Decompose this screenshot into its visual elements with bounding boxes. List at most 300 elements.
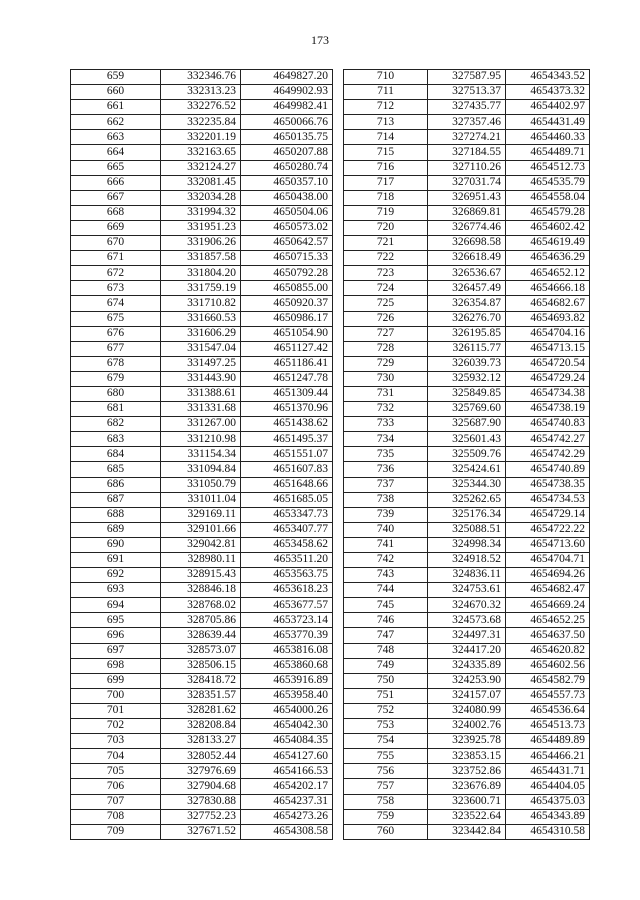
table-row	[344, 719, 590, 734]
point-number-cell: 677	[71, 341, 161, 356]
x-coordinate-cell: 327671.52	[161, 824, 241, 839]
point-number-cell: 663	[71, 130, 161, 145]
x-coordinate-cell: 332276.52	[161, 100, 241, 115]
point-number-cell: 744	[344, 583, 428, 598]
table-row	[71, 70, 333, 85]
y-coordinate-cell: 4654343.52	[506, 70, 590, 85]
point-number-cell: 671	[71, 251, 161, 266]
point-number-cell: 719	[344, 205, 428, 220]
table-row	[344, 658, 590, 673]
table-row	[344, 734, 590, 749]
table-row	[71, 417, 333, 432]
x-coordinate-cell: 325344.30	[428, 477, 506, 492]
y-coordinate-cell: 4654722.22	[506, 522, 590, 537]
point-number-cell: 676	[71, 326, 161, 341]
y-coordinate-cell: 4650715.33	[241, 251, 333, 266]
point-number-cell: 681	[71, 402, 161, 417]
x-coordinate-cell: 328915.43	[161, 568, 241, 583]
point-number-cell: 731	[344, 386, 428, 401]
table-row	[344, 643, 590, 658]
y-coordinate-cell: 4654620.82	[506, 643, 590, 658]
point-number-cell: 666	[71, 175, 161, 190]
point-number-cell: 755	[344, 749, 428, 764]
table-row	[71, 643, 333, 658]
point-number-cell: 669	[71, 220, 161, 235]
y-coordinate-cell: 4654637.50	[506, 628, 590, 643]
point-number-cell: 734	[344, 432, 428, 447]
x-coordinate-cell: 323676.89	[428, 779, 506, 794]
point-number-cell: 709	[71, 824, 161, 839]
x-coordinate-cell: 331710.82	[161, 296, 241, 311]
coordinates-table-left-body	[71, 70, 333, 840]
x-coordinate-cell: 327513.37	[428, 85, 506, 100]
y-coordinate-cell: 4650135.75	[241, 130, 333, 145]
y-coordinate-cell: 4654513.73	[506, 719, 590, 734]
table-row	[344, 447, 590, 462]
point-number-cell: 720	[344, 220, 428, 235]
table-row	[71, 251, 333, 266]
table-row	[344, 356, 590, 371]
y-coordinate-cell: 4654375.03	[506, 794, 590, 809]
x-coordinate-cell: 326039.73	[428, 356, 506, 371]
point-number-cell: 703	[71, 734, 161, 749]
point-number-cell: 747	[344, 628, 428, 643]
table-row	[71, 266, 333, 281]
table-row	[344, 507, 590, 522]
x-coordinate-cell: 328573.07	[161, 643, 241, 658]
x-coordinate-cell: 331331.68	[161, 402, 241, 417]
table-row	[71, 779, 333, 794]
y-coordinate-cell: 4654273.26	[241, 809, 333, 824]
table-row	[71, 507, 333, 522]
x-coordinate-cell: 325769.60	[428, 402, 506, 417]
point-number-cell: 702	[71, 719, 161, 734]
y-coordinate-cell: 4653618.23	[241, 583, 333, 598]
table-row	[71, 598, 333, 613]
point-number-cell: 699	[71, 673, 161, 688]
y-coordinate-cell: 4654729.24	[506, 371, 590, 386]
table-row	[71, 296, 333, 311]
x-coordinate-cell: 327587.95	[428, 70, 506, 85]
x-coordinate-cell: 326195.85	[428, 326, 506, 341]
point-number-cell: 723	[344, 266, 428, 281]
point-number-cell: 752	[344, 703, 428, 718]
point-number-cell: 674	[71, 296, 161, 311]
y-coordinate-cell: 4654652.25	[506, 613, 590, 628]
x-coordinate-cell: 331660.53	[161, 311, 241, 326]
table-row	[71, 703, 333, 718]
y-coordinate-cell: 4651186.41	[241, 356, 333, 371]
x-coordinate-cell: 331210.98	[161, 432, 241, 447]
y-coordinate-cell: 4651247.78	[241, 371, 333, 386]
point-number-cell: 664	[71, 145, 161, 160]
table-row	[71, 794, 333, 809]
y-coordinate-cell: 4651309.44	[241, 386, 333, 401]
table-row	[71, 341, 333, 356]
x-coordinate-cell: 324253.90	[428, 673, 506, 688]
x-coordinate-cell: 331857.58	[161, 251, 241, 266]
x-coordinate-cell: 331951.23	[161, 220, 241, 235]
table-row	[344, 145, 590, 160]
point-number-cell: 748	[344, 643, 428, 658]
y-coordinate-cell: 4654713.60	[506, 537, 590, 552]
point-number-cell: 717	[344, 175, 428, 190]
x-coordinate-cell: 324335.89	[428, 658, 506, 673]
x-coordinate-cell: 326115.77	[428, 341, 506, 356]
x-coordinate-cell: 328705.86	[161, 613, 241, 628]
table-row	[71, 553, 333, 568]
y-coordinate-cell: 4654166.53	[241, 764, 333, 779]
point-number-cell: 745	[344, 598, 428, 613]
x-coordinate-cell: 324080.99	[428, 703, 506, 718]
x-coordinate-cell: 323752.86	[428, 764, 506, 779]
y-coordinate-cell: 4653860.68	[241, 658, 333, 673]
table-row	[344, 794, 590, 809]
y-coordinate-cell: 4654558.04	[506, 190, 590, 205]
y-coordinate-cell: 4654579.28	[506, 205, 590, 220]
point-number-cell: 713	[344, 115, 428, 130]
point-number-cell: 692	[71, 568, 161, 583]
table-row	[344, 553, 590, 568]
point-number-cell: 707	[71, 794, 161, 809]
y-coordinate-cell: 4654308.58	[241, 824, 333, 839]
point-number-cell: 659	[71, 70, 161, 85]
point-number-cell: 732	[344, 402, 428, 417]
y-coordinate-cell: 4653958.40	[241, 688, 333, 703]
table-row	[344, 809, 590, 824]
y-coordinate-cell: 4654742.29	[506, 447, 590, 462]
x-coordinate-cell: 326618.49	[428, 251, 506, 266]
table-row	[71, 311, 333, 326]
point-number-cell: 678	[71, 356, 161, 371]
table-row	[71, 115, 333, 130]
x-coordinate-cell: 325601.43	[428, 432, 506, 447]
y-coordinate-cell: 4650066.76	[241, 115, 333, 130]
point-number-cell: 712	[344, 100, 428, 115]
point-number-cell: 754	[344, 734, 428, 749]
x-coordinate-cell: 325262.65	[428, 492, 506, 507]
point-number-cell: 749	[344, 658, 428, 673]
x-coordinate-cell: 332346.76	[161, 70, 241, 85]
y-coordinate-cell: 4649902.93	[241, 85, 333, 100]
point-number-cell: 679	[71, 371, 161, 386]
table-row	[344, 236, 590, 251]
x-coordinate-cell: 328133.27	[161, 734, 241, 749]
table-row	[344, 417, 590, 432]
y-coordinate-cell: 4650642.57	[241, 236, 333, 251]
point-number-cell: 700	[71, 688, 161, 703]
x-coordinate-cell: 331497.25	[161, 356, 241, 371]
y-coordinate-cell: 4654084.35	[241, 734, 333, 749]
table-row	[71, 537, 333, 552]
table-row	[71, 220, 333, 235]
x-coordinate-cell: 328506.15	[161, 658, 241, 673]
x-coordinate-cell: 324998.34	[428, 537, 506, 552]
table-row	[344, 115, 590, 130]
x-coordinate-cell: 326951.43	[428, 190, 506, 205]
table-row	[344, 477, 590, 492]
y-coordinate-cell: 4653770.39	[241, 628, 333, 643]
y-coordinate-cell: 4654557.73	[506, 688, 590, 703]
table-row	[71, 281, 333, 296]
x-coordinate-cell: 331994.32	[161, 205, 241, 220]
table-row	[344, 779, 590, 794]
x-coordinate-cell: 329101.66	[161, 522, 241, 537]
point-number-cell: 746	[344, 613, 428, 628]
table-row	[344, 371, 590, 386]
y-coordinate-cell: 4654402.97	[506, 100, 590, 115]
x-coordinate-cell: 328418.72	[161, 673, 241, 688]
x-coordinate-cell: 331388.61	[161, 386, 241, 401]
y-coordinate-cell: 4654536.64	[506, 703, 590, 718]
point-number-cell: 683	[71, 432, 161, 447]
x-coordinate-cell: 323442.84	[428, 824, 506, 839]
table-row	[344, 311, 590, 326]
y-coordinate-cell: 4654512.73	[506, 160, 590, 175]
point-number-cell: 751	[344, 688, 428, 703]
y-coordinate-cell: 4654582.79	[506, 673, 590, 688]
table-row	[344, 251, 590, 266]
y-coordinate-cell: 4654693.82	[506, 311, 590, 326]
y-coordinate-cell: 4654000.26	[241, 703, 333, 718]
table-row	[344, 462, 590, 477]
y-coordinate-cell: 4651607.83	[241, 462, 333, 477]
x-coordinate-cell: 329169.11	[161, 507, 241, 522]
point-number-cell: 704	[71, 749, 161, 764]
point-number-cell: 737	[344, 477, 428, 492]
coordinates-table-right	[343, 69, 590, 840]
table-row	[71, 326, 333, 341]
table-row	[71, 809, 333, 824]
x-coordinate-cell: 324753.61	[428, 583, 506, 598]
y-coordinate-cell: 4653511.20	[241, 553, 333, 568]
x-coordinate-cell: 323925.78	[428, 734, 506, 749]
y-coordinate-cell: 4650280.74	[241, 160, 333, 175]
x-coordinate-cell: 329042.81	[161, 537, 241, 552]
point-number-cell: 724	[344, 281, 428, 296]
x-coordinate-cell: 324417.20	[428, 643, 506, 658]
point-number-cell: 696	[71, 628, 161, 643]
x-coordinate-cell: 332163.65	[161, 145, 241, 160]
point-number-cell: 727	[344, 326, 428, 341]
table-row	[344, 205, 590, 220]
point-number-cell: 742	[344, 553, 428, 568]
table-row	[71, 522, 333, 537]
x-coordinate-cell: 324918.52	[428, 553, 506, 568]
y-coordinate-cell: 4650792.28	[241, 266, 333, 281]
y-coordinate-cell: 4654666.18	[506, 281, 590, 296]
x-coordinate-cell: 325849.85	[428, 386, 506, 401]
x-coordinate-cell: 331011.04	[161, 492, 241, 507]
y-coordinate-cell: 4651551.07	[241, 447, 333, 462]
x-coordinate-cell: 327184.55	[428, 145, 506, 160]
y-coordinate-cell: 4654704.71	[506, 553, 590, 568]
coordinates-table-right-body	[344, 70, 590, 840]
y-coordinate-cell: 4654431.71	[506, 764, 590, 779]
y-coordinate-cell: 4653407.77	[241, 522, 333, 537]
x-coordinate-cell: 327752.23	[161, 809, 241, 824]
table-row	[71, 85, 333, 100]
table-row	[344, 432, 590, 447]
x-coordinate-cell: 325687.90	[428, 417, 506, 432]
table-row	[71, 145, 333, 160]
table-row	[71, 824, 333, 839]
x-coordinate-cell: 323853.15	[428, 749, 506, 764]
y-coordinate-cell: 4653563.75	[241, 568, 333, 583]
y-coordinate-cell: 4654694.26	[506, 568, 590, 583]
table-row	[344, 703, 590, 718]
x-coordinate-cell: 328768.02	[161, 598, 241, 613]
y-coordinate-cell: 4649827.20	[241, 70, 333, 85]
y-coordinate-cell: 4650855.00	[241, 281, 333, 296]
point-number-cell: 690	[71, 537, 161, 552]
x-coordinate-cell: 326276.70	[428, 311, 506, 326]
point-number-cell: 685	[71, 462, 161, 477]
table-row	[344, 568, 590, 583]
point-number-cell: 735	[344, 447, 428, 462]
y-coordinate-cell: 4654127.60	[241, 749, 333, 764]
table-row	[71, 658, 333, 673]
point-number-cell: 705	[71, 764, 161, 779]
table-row	[71, 371, 333, 386]
table-row	[344, 130, 590, 145]
point-number-cell: 691	[71, 553, 161, 568]
point-number-cell: 687	[71, 492, 161, 507]
x-coordinate-cell: 325932.12	[428, 371, 506, 386]
table-row	[344, 266, 590, 281]
y-coordinate-cell: 4654431.49	[506, 115, 590, 130]
x-coordinate-cell: 328846.18	[161, 583, 241, 598]
point-number-cell: 693	[71, 583, 161, 598]
table-row	[71, 492, 333, 507]
table-row	[344, 175, 590, 190]
point-number-cell: 743	[344, 568, 428, 583]
y-coordinate-cell: 4651127.42	[241, 341, 333, 356]
point-number-cell: 670	[71, 236, 161, 251]
x-coordinate-cell: 325088.51	[428, 522, 506, 537]
x-coordinate-cell: 327830.88	[161, 794, 241, 809]
x-coordinate-cell: 331154.34	[161, 447, 241, 462]
table-row	[344, 613, 590, 628]
table-row	[344, 492, 590, 507]
y-coordinate-cell: 4654669.24	[506, 598, 590, 613]
x-coordinate-cell: 326698.58	[428, 236, 506, 251]
point-number-cell: 741	[344, 537, 428, 552]
point-number-cell: 661	[71, 100, 161, 115]
point-number-cell: 729	[344, 356, 428, 371]
y-coordinate-cell: 4654619.49	[506, 236, 590, 251]
point-number-cell: 714	[344, 130, 428, 145]
y-coordinate-cell: 4654636.29	[506, 251, 590, 266]
x-coordinate-cell: 328980.11	[161, 553, 241, 568]
x-coordinate-cell: 331606.29	[161, 326, 241, 341]
table-row	[344, 583, 590, 598]
point-number-cell: 697	[71, 643, 161, 658]
table-row	[71, 568, 333, 583]
y-coordinate-cell: 4654373.32	[506, 85, 590, 100]
table-row	[71, 175, 333, 190]
point-number-cell: 686	[71, 477, 161, 492]
y-coordinate-cell: 4654729.14	[506, 507, 590, 522]
x-coordinate-cell: 327904.68	[161, 779, 241, 794]
x-coordinate-cell: 331759.19	[161, 281, 241, 296]
y-coordinate-cell: 4654404.05	[506, 779, 590, 794]
table-row	[71, 734, 333, 749]
point-number-cell: 757	[344, 779, 428, 794]
y-coordinate-cell: 4651685.05	[241, 492, 333, 507]
x-coordinate-cell: 331443.90	[161, 371, 241, 386]
x-coordinate-cell: 323600.71	[428, 794, 506, 809]
table-row	[71, 688, 333, 703]
x-coordinate-cell: 331094.84	[161, 462, 241, 477]
table-row	[344, 85, 590, 100]
table-row	[71, 402, 333, 417]
x-coordinate-cell: 331050.79	[161, 477, 241, 492]
y-coordinate-cell: 4654460.33	[506, 130, 590, 145]
y-coordinate-cell: 4654713.15	[506, 341, 590, 356]
y-coordinate-cell: 4654740.89	[506, 462, 590, 477]
table-row	[71, 477, 333, 492]
x-coordinate-cell: 332034.28	[161, 190, 241, 205]
y-coordinate-cell: 4653723.14	[241, 613, 333, 628]
x-coordinate-cell: 325176.34	[428, 507, 506, 522]
point-number-cell: 698	[71, 658, 161, 673]
point-number-cell: 715	[344, 145, 428, 160]
point-number-cell: 684	[71, 447, 161, 462]
point-number-cell: 688	[71, 507, 161, 522]
y-coordinate-cell: 4654489.89	[506, 734, 590, 749]
point-number-cell: 710	[344, 70, 428, 85]
y-coordinate-cell: 4654343.89	[506, 809, 590, 824]
y-coordinate-cell: 4654738.19	[506, 402, 590, 417]
x-coordinate-cell: 324670.32	[428, 598, 506, 613]
table-row	[344, 402, 590, 417]
y-coordinate-cell: 4654704.16	[506, 326, 590, 341]
x-coordinate-cell: 325424.61	[428, 462, 506, 477]
table-row	[71, 130, 333, 145]
table-row	[71, 764, 333, 779]
table-row	[344, 673, 590, 688]
table-row	[344, 70, 590, 85]
y-coordinate-cell: 4651495.37	[241, 432, 333, 447]
x-coordinate-cell: 332124.27	[161, 160, 241, 175]
x-coordinate-cell: 323522.64	[428, 809, 506, 824]
y-coordinate-cell: 4653677.57	[241, 598, 333, 613]
y-coordinate-cell: 4650357.10	[241, 175, 333, 190]
point-number-cell: 739	[344, 507, 428, 522]
y-coordinate-cell: 4653916.89	[241, 673, 333, 688]
y-coordinate-cell: 4650986.17	[241, 311, 333, 326]
y-coordinate-cell: 4654489.71	[506, 145, 590, 160]
table-row	[71, 205, 333, 220]
x-coordinate-cell: 328208.84	[161, 719, 241, 734]
x-coordinate-cell: 325509.76	[428, 447, 506, 462]
table-row	[344, 764, 590, 779]
table-row	[344, 688, 590, 703]
table-row	[71, 749, 333, 764]
x-coordinate-cell: 331547.04	[161, 341, 241, 356]
x-coordinate-cell: 326354.87	[428, 296, 506, 311]
point-number-cell: 736	[344, 462, 428, 477]
x-coordinate-cell: 331906.26	[161, 236, 241, 251]
x-coordinate-cell: 328351.57	[161, 688, 241, 703]
y-coordinate-cell: 4654042.30	[241, 719, 333, 734]
point-number-cell: 665	[71, 160, 161, 175]
y-coordinate-cell: 4654466.21	[506, 749, 590, 764]
table-row	[344, 749, 590, 764]
point-number-cell: 662	[71, 115, 161, 130]
y-coordinate-cell: 4653347.73	[241, 507, 333, 522]
